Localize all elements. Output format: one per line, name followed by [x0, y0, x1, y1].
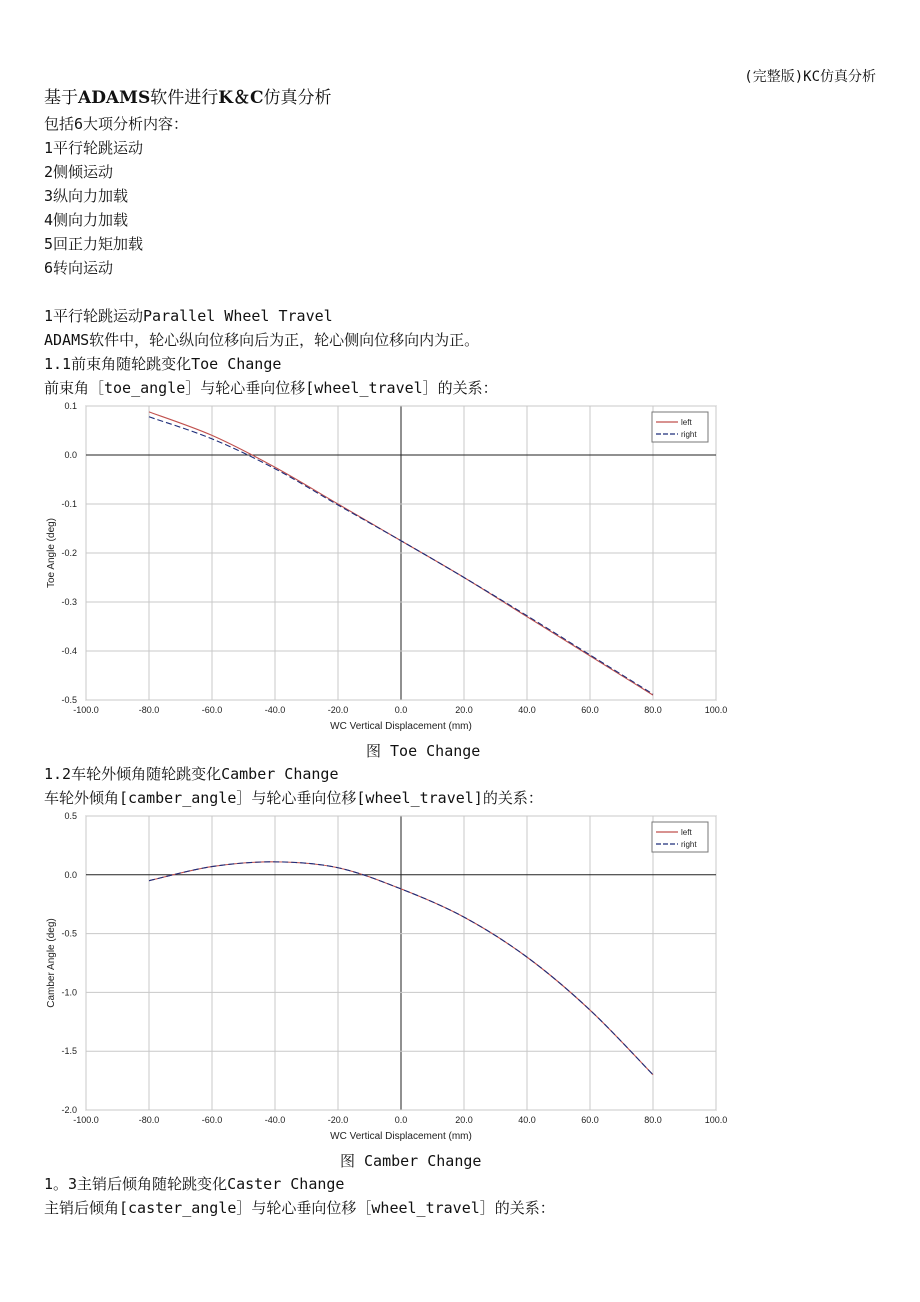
camber-x-tick-label: 100.0 [704, 1115, 728, 1125]
toe-y-axis-label: Toe Angle (deg) [46, 517, 57, 589]
camber-y-tick-label: -1.5 [61, 1046, 77, 1057]
toe-x-tick-label: -20.0 [327, 705, 349, 715]
caster-description: 主销后倾角[caster_angle］与轮心垂向位移［wheel_travel］的关系： [44, 1199, 555, 1217]
camber-y-tick-label: -2.0 [61, 1105, 77, 1115]
section1-note: ADAMS软件中，轮心纵向位移向后为正，轮心侧向位移向内为正。 [44, 331, 480, 349]
camber-y-axis-label: Camber Angle (deg) [46, 918, 57, 1008]
camber-figure-caption: 图 Camber Change [340, 1152, 482, 1170]
summary-text: 包括6大项分析内容： [44, 115, 189, 133]
camber-legend-label-right: right [681, 840, 697, 849]
toe-subheading: 1.1前束角随轮跳变化Toe Change [44, 355, 282, 373]
camber-x-tick-label: -20.0 [327, 1115, 349, 1125]
camber-x-tick-label: 20.0 [455, 1115, 473, 1125]
toe-x-tick-label: -100.0 [73, 705, 99, 715]
caster-subheading: 1。3主销后倾角随轮跳变化Caster Change [44, 1175, 345, 1193]
toe-y-tick-label: -0.5 [61, 695, 77, 705]
toe-legend-label-left: left [681, 418, 692, 427]
document-title: 基于ADAMS软件进行K＆C仿真分析 [44, 88, 332, 108]
camber-legend-box [652, 822, 708, 852]
camber-subheading: 1.2车轮外倾角随轮跳变化Camber Change [44, 765, 339, 783]
camber-x-tick-label: 0.0 [394, 1115, 408, 1125]
document-header-title: (完整版)KC仿真分析 [744, 69, 876, 85]
toe-x-tick-label: -40.0 [264, 705, 286, 715]
camber-change-chart [42, 808, 732, 1152]
camber-chart-svg [42, 808, 732, 1148]
camber-description: 车轮外倾角[camber_angle］与轮心垂向位移[wheel_travel]的关系： [44, 789, 543, 807]
toe-y-tick-label: -0.3 [61, 597, 77, 607]
camber-x-tick-label: 60.0 [581, 1115, 599, 1125]
toe-description: 前束角［toe_angle］与轮心垂向位移[wheel_travel］的关系： [44, 379, 498, 397]
section1-heading: 1平行轮跳运动Parallel Wheel Travel [44, 307, 333, 325]
camber-y-tick-label: -0.5 [61, 928, 77, 939]
toe-x-tick-label: 60.0 [581, 705, 599, 715]
toe-x-tick-label: 20.0 [455, 705, 473, 715]
analysis-item-2: 2侧倾运动 [44, 163, 114, 181]
toe-x-tick-label: -60.0 [201, 705, 223, 715]
camber-x-axis-label: WC Vertical Displacement (mm) [330, 1131, 472, 1142]
analysis-item-6: 6转向运动 [44, 259, 114, 277]
toe-y-tick-label: -0.1 [61, 499, 77, 509]
toe-legend-box [652, 412, 708, 442]
toe-y-tick-label: 0.1 [64, 401, 77, 411]
toe-y-tick-label: 0.0 [64, 450, 77, 460]
analysis-item-4: 4侧向力加载 [44, 211, 129, 229]
camber-x-tick-label: 40.0 [518, 1115, 536, 1125]
analysis-item-1: 1平行轮跳运动 [44, 139, 144, 157]
camber-y-tick-label: 0.5 [64, 811, 77, 821]
camber-x-tick-label: 80.0 [644, 1115, 662, 1125]
toe-chart-svg [42, 398, 732, 738]
camber-y-tick-label: 0.0 [64, 869, 77, 880]
toe-y-tick-label: -0.4 [61, 646, 77, 656]
camber-x-tick-label: -40.0 [264, 1115, 286, 1125]
toe-x-tick-label: 40.0 [518, 705, 536, 715]
toe-x-axis-label: WC Vertical Displacement (mm) [330, 721, 472, 732]
camber-y-tick-label: -1.0 [61, 987, 77, 998]
toe-x-tick-label: 100.0 [704, 705, 728, 715]
analysis-item-3: 3纵向力加载 [44, 187, 129, 205]
toe-change-chart [42, 398, 732, 742]
toe-figure-caption: 图 Toe Change [366, 742, 481, 760]
toe-y-tick-label: -0.2 [61, 548, 77, 558]
analysis-item-5: 5回正力矩加载 [44, 235, 144, 253]
toe-legend-label-right: right [681, 430, 697, 439]
toe-x-tick-label: 0.0 [394, 705, 408, 715]
camber-legend-label-left: left [681, 828, 692, 837]
camber-x-tick-label: -60.0 [201, 1115, 223, 1125]
toe-x-tick-label: -80.0 [138, 705, 160, 715]
toe-x-tick-label: 80.0 [644, 705, 662, 715]
camber-x-tick-label: -80.0 [138, 1115, 160, 1125]
camber-x-tick-label: -100.0 [73, 1115, 99, 1125]
